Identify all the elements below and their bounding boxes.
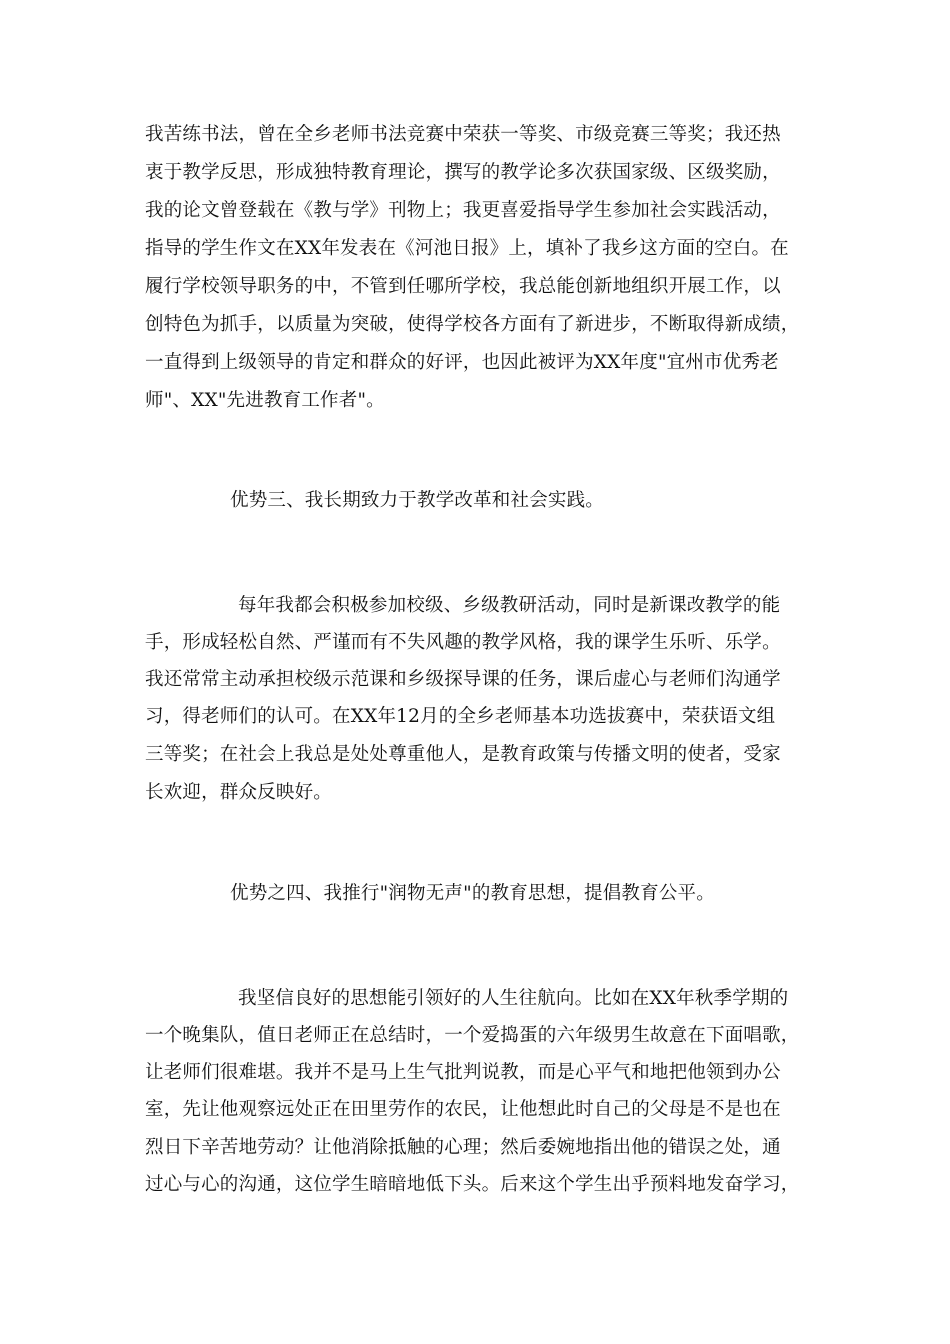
paragraph-line: 履行学校领导职务的中，不管到任哪所学校，我总能创新地组织开展工作，以 bbox=[145, 276, 781, 297]
paragraph-line: 烈日下辛苦地劳动？让他消除抵触的心理；然后委婉地指出他的错误之处，通 bbox=[145, 1137, 781, 1158]
section-heading-4: 优势之四、我推行"润物无声"的教育思想，提倡教育公平。 bbox=[230, 883, 715, 904]
paragraph-line: 我坚信良好的思想能引领好的人生往航向。比如在XX年秋季学期的 bbox=[238, 988, 789, 1009]
paragraph-line: 室，先让他观察远处正在田里劳作的农民，让他想此时自己的父母是不是也在 bbox=[145, 1099, 781, 1120]
paragraph-line: 师"、XX"先进教育工作者"。 bbox=[145, 390, 385, 411]
paragraph-line: 让老师们很难堪。我并不是马上生气批判说教，而是心平气和地把他领到办公 bbox=[145, 1062, 781, 1083]
paragraph-line: 我苦练书法，曾在全乡老师书法竞赛中荣获一等奖、市级竞赛三等奖；我还热 bbox=[145, 124, 781, 145]
paragraph-line: 一直得到上级领导的肯定和群众的好评，也因此被评为XX年度"宜州市优秀老 bbox=[145, 352, 779, 373]
paragraph-line: 指导的学生作文在XX年发表在《河池日报》上，填补了我乡这方面的空白。在 bbox=[145, 238, 789, 259]
paragraph-line: 长欢迎，群众反映好。 bbox=[145, 782, 333, 803]
paragraph-line: 我的论文曾登载在《教与学》刊物上；我更喜爱指导学生参加社会实践活动， bbox=[145, 200, 781, 221]
paragraph-line: 三等奖；在社会上我总是处处尊重他人，是教育政策与传播文明的使者，受家 bbox=[145, 744, 781, 765]
paragraph-line: 我还常常主动承担校级示范课和乡级探导课的任务，课后虚心与老师们沟通学 bbox=[145, 669, 781, 690]
paragraph-line: 手，形成轻松自然、严谨而有不失风趣的教学风格，我的课学生乐听、乐学。 bbox=[145, 632, 781, 653]
paragraph-line: 每年我都会积极参加校级、乡级教研活动，同时是新课改教学的能 bbox=[238, 595, 781, 616]
paragraph-line: 一个晚集队，值日老师正在总结时，一个爱捣蛋的六年级男生故意在下面唱歌， bbox=[145, 1025, 800, 1046]
section-heading-3: 优势三、我长期致力于教学改革和社会实践。 bbox=[230, 490, 605, 511]
paragraph-line: 习，得老师们的认可。在XX年12月的全乡老师基本功选拔赛中，荣获语文组 bbox=[145, 706, 776, 727]
paragraph-line: 创特色为抓手，以质量为突破，使得学校各方面有了新进步，不断取得新成绩， bbox=[145, 314, 800, 335]
paragraph-line: 过心与心的沟通，这位学生暗暗地低下头。后来这个学生出乎预料地发奋学习， bbox=[145, 1174, 800, 1195]
paragraph-line: 衷于教学反思，形成独特教育理论，撰写的教学论多次获国家级、区级奖励， bbox=[145, 162, 781, 183]
